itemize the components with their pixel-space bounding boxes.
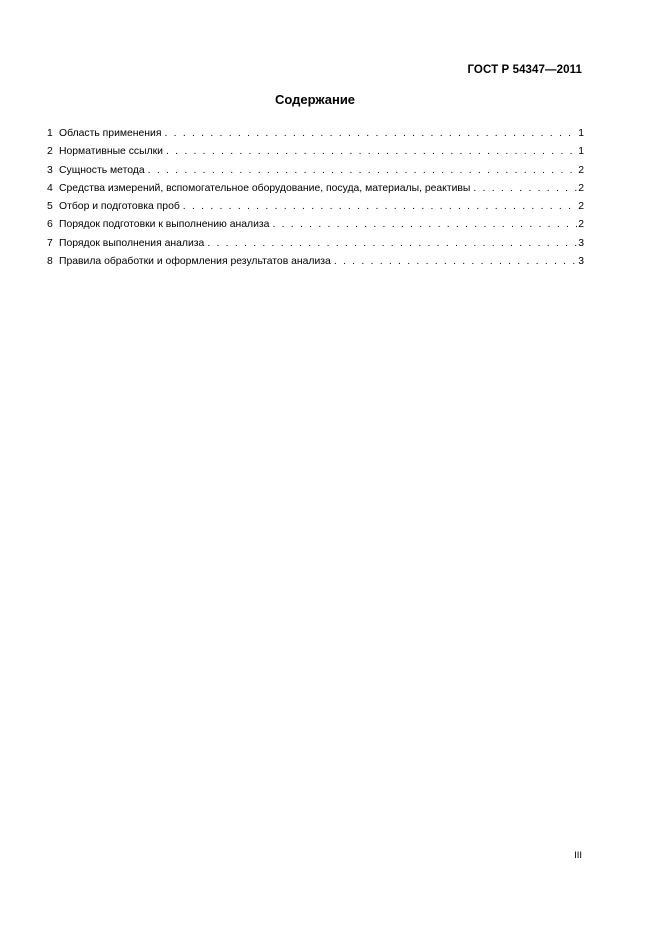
toc-entry xyxy=(47,253,584,271)
page-number: III xyxy=(574,850,582,861)
toc-leader-dots xyxy=(161,125,577,143)
toc-entry-title: Отбор и подготовка проб xyxy=(59,201,180,213)
toc-leader-dots xyxy=(470,180,577,198)
document-code: ГОСТ Р 54347—2011 xyxy=(467,64,582,76)
toc-entry-number: 2 xyxy=(47,146,53,158)
toc-entry-page: 1 xyxy=(578,146,584,158)
table-of-contents xyxy=(47,125,584,271)
toc-entry-title: Порядок выполнения анализа xyxy=(59,237,205,249)
toc-leader-dots xyxy=(145,162,578,180)
toc-entry-title: Правила обработки и оформления результатов анализа xyxy=(59,256,331,268)
toc-entry-title: Область применения xyxy=(59,128,162,139)
toc-entry-page: 2 xyxy=(578,201,584,213)
toc-leader-dots xyxy=(204,235,577,253)
toc-leader-dots xyxy=(269,216,577,234)
toc-entry-number: 8 xyxy=(47,256,53,268)
toc-entry xyxy=(47,235,584,253)
toc-entry-number: 6 xyxy=(47,219,53,231)
toc-entry-page: 1 xyxy=(578,128,584,139)
toc-entry-number: 3 xyxy=(47,164,53,176)
toc-leader-dots xyxy=(331,253,577,271)
toc-entry-title: Средства измерений, вспомогательное оборудование, посуда, материалы, реактивы xyxy=(59,182,471,194)
toc-entry-number: 1 xyxy=(47,128,53,139)
toc-leader-dots xyxy=(180,198,577,216)
toc-entry xyxy=(47,143,584,161)
toc-entry-title: Нормативные ссылки xyxy=(59,146,163,158)
toc-entry xyxy=(47,125,584,143)
toc-leader-dots xyxy=(163,143,577,161)
toc-title: Содержание xyxy=(274,92,356,107)
toc-entry-title: Порядок подготовки к выполнению анализа xyxy=(59,219,270,231)
toc-entry-page: 2 xyxy=(578,164,584,176)
toc-entry-page: 2 xyxy=(578,219,584,231)
toc-entry xyxy=(47,180,584,198)
toc-entry-title: Сущность метода xyxy=(59,164,145,176)
toc-entry-page: 2 xyxy=(578,182,584,194)
toc-entry-number: 5 xyxy=(47,201,53,213)
toc-entry xyxy=(47,198,584,216)
toc-entry-page: 3 xyxy=(578,256,584,268)
toc-entry xyxy=(47,162,584,180)
toc-entry-page: 3 xyxy=(578,237,584,249)
toc-entry-number: 7 xyxy=(47,237,53,249)
toc-entry xyxy=(47,216,584,234)
toc-entry-number: 4 xyxy=(47,182,53,194)
